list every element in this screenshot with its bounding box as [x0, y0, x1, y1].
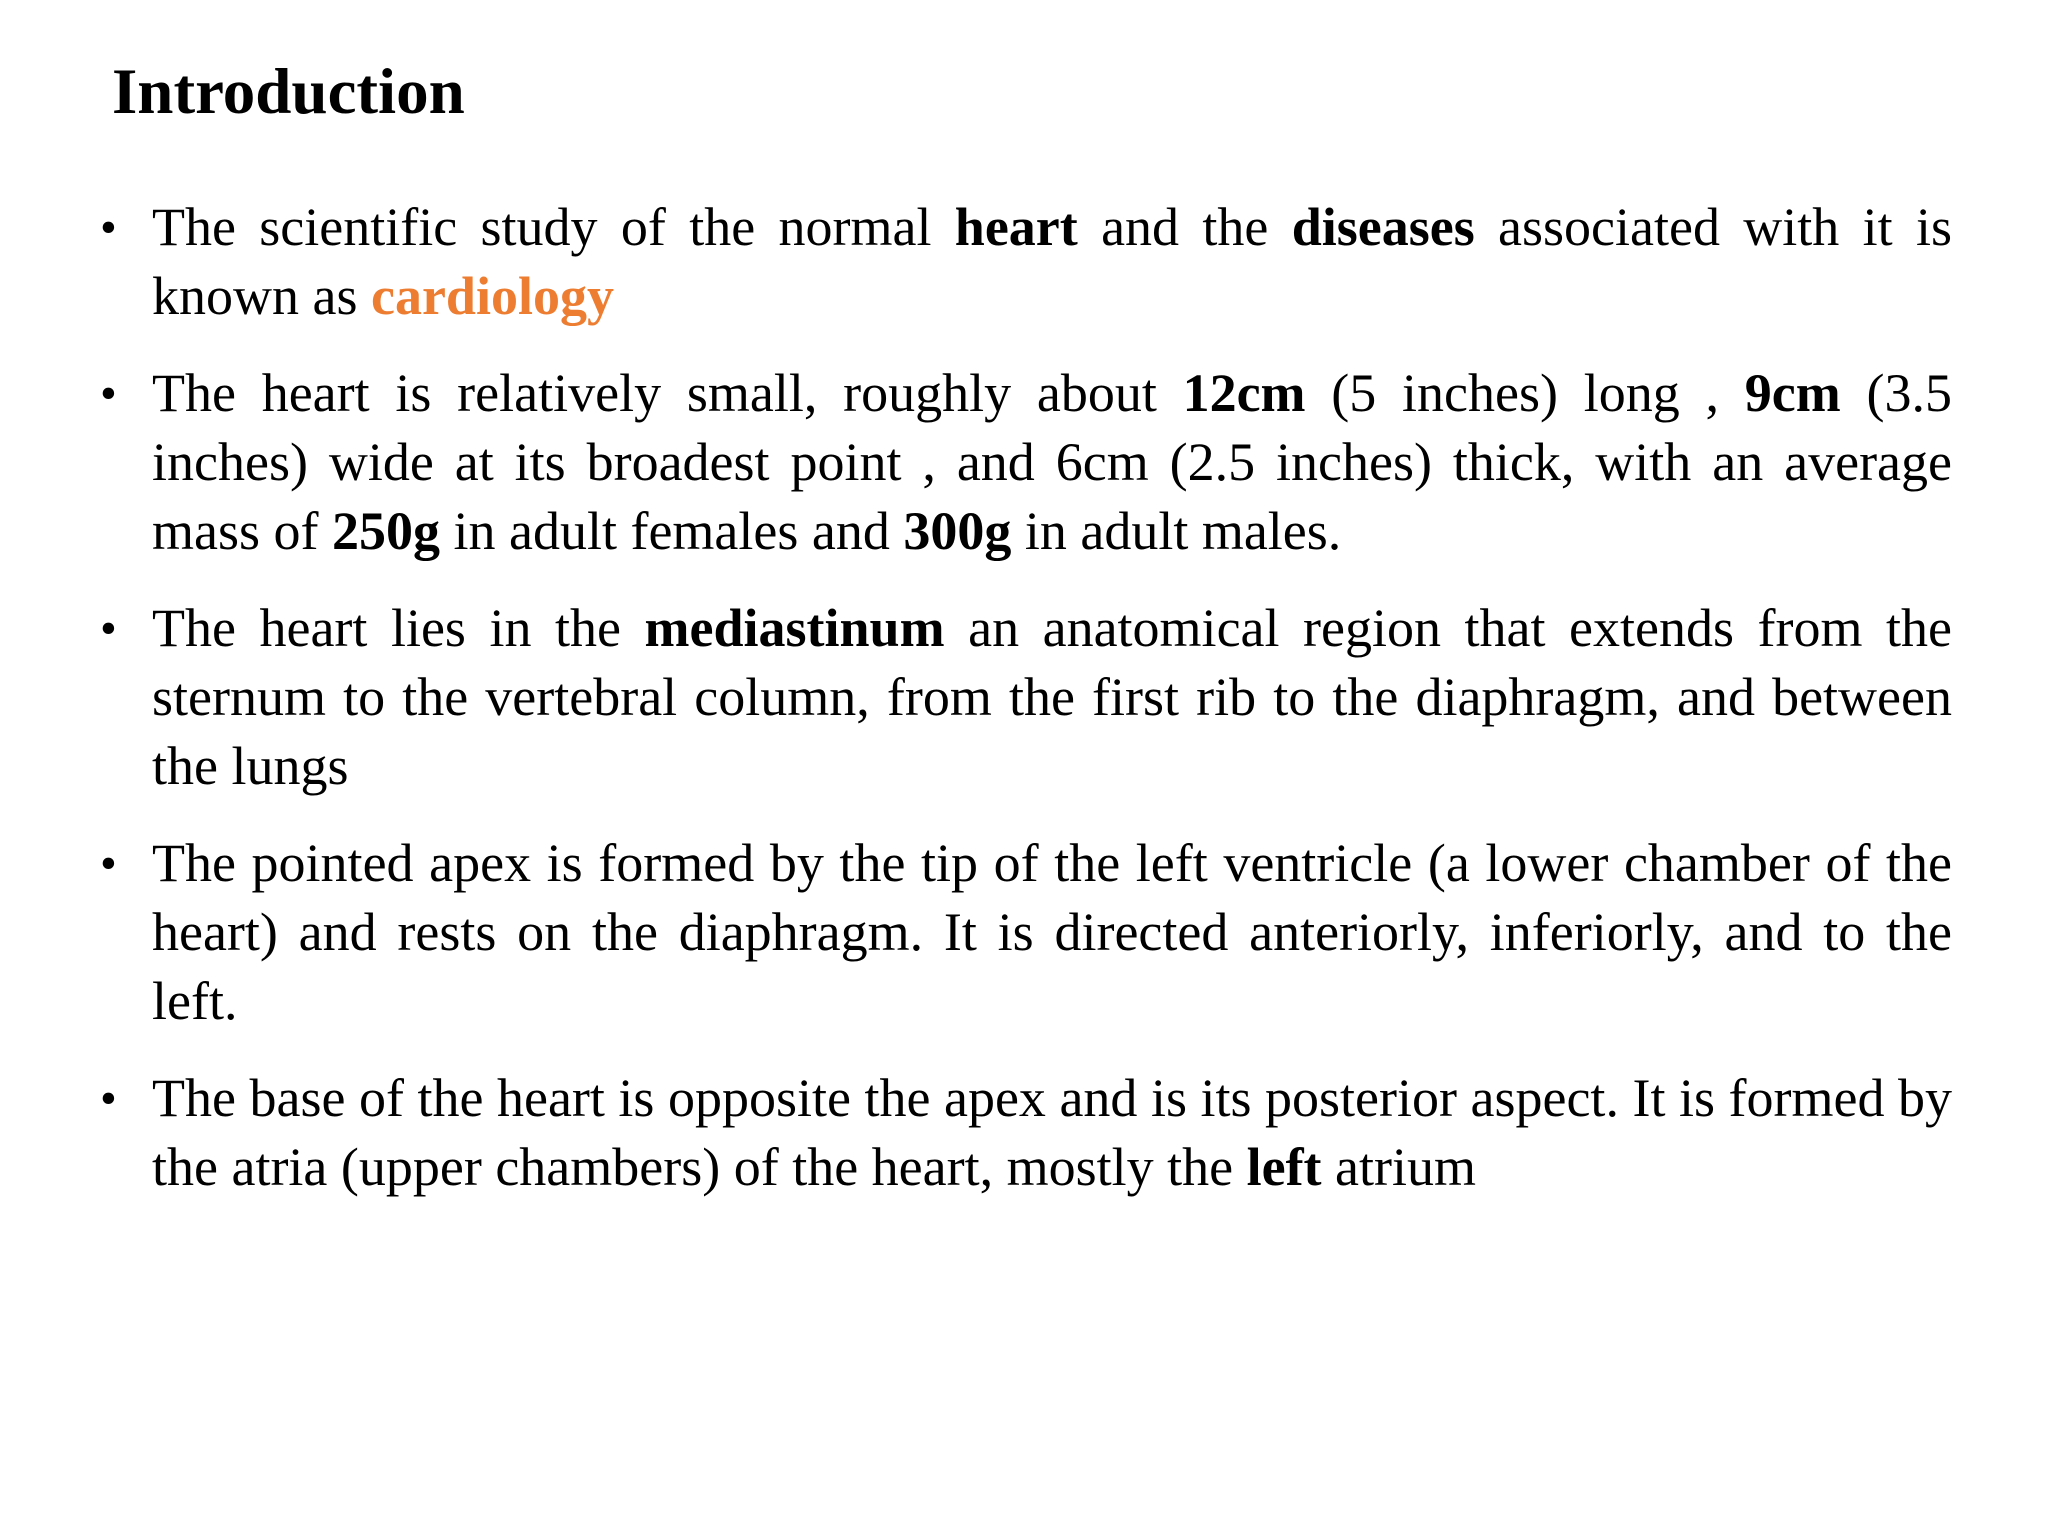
bold-term: 300g	[903, 501, 1012, 561]
bold-term: left	[1246, 1137, 1322, 1197]
text-segment: The base of the heart is opposite the apex and is its posterior aspect. It is formed by the atria (upper chambers) of the heart, mostly the	[152, 1068, 1952, 1197]
text-segment: (3.5 inches) wide at its broadest point , and 6cm (2.5 inches) thick, with an average mass of	[152, 363, 1952, 561]
text-segment: atrium	[1321, 1137, 1476, 1197]
text-segment: The heart is relatively small, roughly about	[152, 363, 1183, 423]
page-title: Introduction	[112, 56, 465, 128]
bullet-dot-icon: •	[100, 602, 117, 655]
bold-term: 12cm	[1182, 363, 1306, 423]
bold-term: heart	[954, 197, 1078, 257]
bullet-item	[0, 594, 2048, 801]
bullet-text	[152, 1068, 1952, 1197]
text-segment: (5 inches) long ,	[1305, 363, 1745, 423]
bullet-dot-icon: •	[100, 1072, 117, 1125]
bullet-item	[0, 359, 2048, 566]
bullet-text	[152, 833, 1952, 1031]
bullet-text	[152, 197, 1952, 326]
bold-term: diseases	[1291, 197, 1475, 257]
bullet-dot-icon: •	[100, 201, 117, 254]
bullet-item	[0, 829, 2048, 1036]
text-segment: The heart lies in the	[152, 598, 645, 658]
text-segment: in adult males.	[1011, 501, 1342, 561]
text-segment: associated with it is known as	[152, 197, 1952, 326]
bullet-list	[0, 193, 2048, 1230]
bold-term: mediastinum	[644, 598, 945, 658]
highlighted-term: cardiology	[370, 266, 614, 326]
text-segment: and the	[1077, 197, 1292, 257]
text-segment: an anatomical region that extends from the sternum to the vertebral column, from the first rib to the diaphragm, and between the lungs	[152, 598, 1953, 796]
text-segment: The pointed apex is formed by the tip of the left ventricle (a lower chamber of the heart) and rests on the diaphragm. It is directed anteriorly, inferiorly, and to the left.	[152, 833, 1952, 1031]
bullet-item	[0, 193, 2048, 331]
bold-term: 9cm	[1744, 363, 1841, 423]
text-segment: The scientific study of the normal	[152, 197, 955, 257]
bullet-text	[152, 598, 1952, 796]
bullet-item	[0, 1064, 2048, 1202]
text-segment: in adult females and	[439, 501, 904, 561]
bold-term: 250g	[331, 501, 440, 561]
bullet-dot-icon: •	[100, 367, 117, 420]
bullet-dot-icon: •	[100, 837, 117, 890]
bullet-text	[152, 363, 1952, 561]
